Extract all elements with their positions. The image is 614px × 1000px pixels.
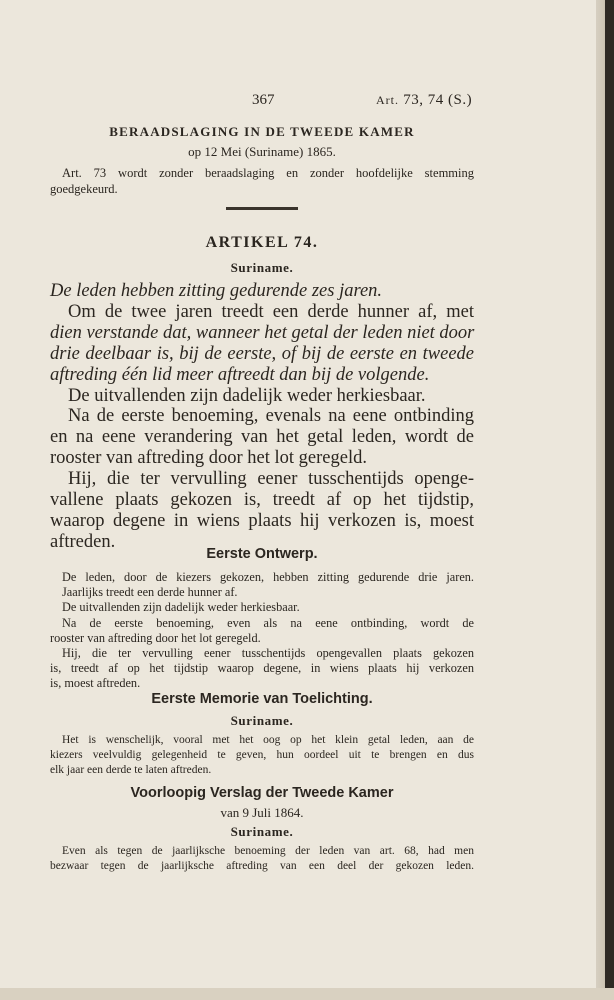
eerste-ontwerp-text (50, 570, 474, 692)
text-line: dien verstande dat, wanneer het getal der leden niet door (50, 322, 475, 343)
text-line: Art. 73 wordt zonder beraadslaging en zonder hoofdelijke stemming (62, 166, 474, 180)
verslag-date: van 9 Juli 1864. (220, 805, 304, 820)
text-line: rooster van aftreding door het lot geregeld. (50, 630, 261, 645)
running-head (376, 92, 472, 109)
text-line: Om de twee jaren treedt een derde hunner af, met (68, 301, 474, 322)
text-line: De uitvallenden zijn dadelijk weder herkiesbaar. (62, 600, 300, 615)
text-line: Na de eerste benoeming, even als na eene ontbinding, wordt de (62, 615, 474, 630)
debate-title: BERAADSLAGING IN DE TWEEDE KAMER (109, 124, 415, 139)
text-line: Hij, die ter vervulling eener tusschentijds opengevallen plaats gekozen (62, 646, 474, 661)
text-line: Na de eerste benoeming, evenals na eene ontbinding (68, 406, 474, 427)
article-text (50, 281, 474, 553)
running-head-prefix: Art. (376, 93, 399, 107)
debate-text (50, 165, 474, 197)
text-line: rooster van aftreding door het lot geregeld. (50, 448, 367, 469)
memorie-text (50, 733, 474, 779)
text-line: waarop degene in wiens plaats hij verkozen is, moest (50, 510, 474, 531)
running-head-articles: 73, 74 (S.) (399, 92, 473, 108)
text-line: bezwaar tegen de jaarlijksche aftreding van een deel der gekozen leden. (50, 860, 474, 873)
text-line: De leden, door de kiezers gekozen, hebben zitting gedurende drie jaren. (62, 570, 474, 584)
article-heading: ARTIKEL 74. (205, 234, 319, 251)
text-line: aftreding één lid meer aftreedt dan bij de volgende. (50, 364, 430, 385)
verslag-heading: Voorloopig Verslag der Tweede Kamer (130, 785, 394, 801)
text-line: kiezers veelvuldig gelegenheid te geven, hun oordeel uit te brengen en dus (50, 749, 474, 762)
page-number: 367 (252, 92, 275, 108)
text-line: is, moest aftreden. (50, 676, 141, 691)
text-line: De leden hebben zitting gedurende zes jaren. (50, 281, 383, 301)
text-line: vallene plaats gekozen is, treedt af op het tijdstip, (50, 490, 474, 511)
book-binding (605, 0, 614, 1000)
memorie-subheading: Suriname. (230, 713, 294, 728)
memorie-heading: Eerste Memorie van Toelichting. (151, 691, 373, 707)
text-line: goedgekeurd. (50, 182, 118, 196)
text-line: drie deelbaar is, bij de eerste, of bij de eerste en tweede (50, 343, 474, 364)
text-line: Jaarlijks treedt een derde hunner af. (62, 585, 238, 600)
page-bottom-edge (0, 988, 614, 1000)
text-line: elk jaar een derde te laten aftreden. (50, 764, 212, 777)
text-line: Het is wenschelijk, vooral met het oog op het klein getal leden, aan de (62, 734, 474, 746)
text-line: aftreden. (50, 531, 116, 552)
text-line: is, treedt af op het tijdstip waarop degene, in wiens plaats hij verkozen (50, 661, 474, 676)
text-line: en na eene verandering van het getal leden, wordt de (50, 427, 474, 448)
debate-date: op 12 Mei (Suriname) 1865. (188, 144, 336, 159)
verslag-subheading: Suriname. (230, 824, 294, 839)
verslag-text (50, 844, 474, 874)
article-subheading: Suriname. (230, 260, 294, 275)
text-line: Hij, die ter vervulling eener tusschentijds openge- (68, 469, 474, 490)
eerste-ontwerp-heading: Eerste Ontwerp. (206, 546, 318, 562)
text-line: De uitvallenden zijn dadelijk weder herkiesbaar. (68, 385, 426, 406)
section-divider (226, 207, 298, 210)
text-line: Even als tegen de jaarlijksche benoeming der leden van art. 68, had men (62, 845, 474, 857)
